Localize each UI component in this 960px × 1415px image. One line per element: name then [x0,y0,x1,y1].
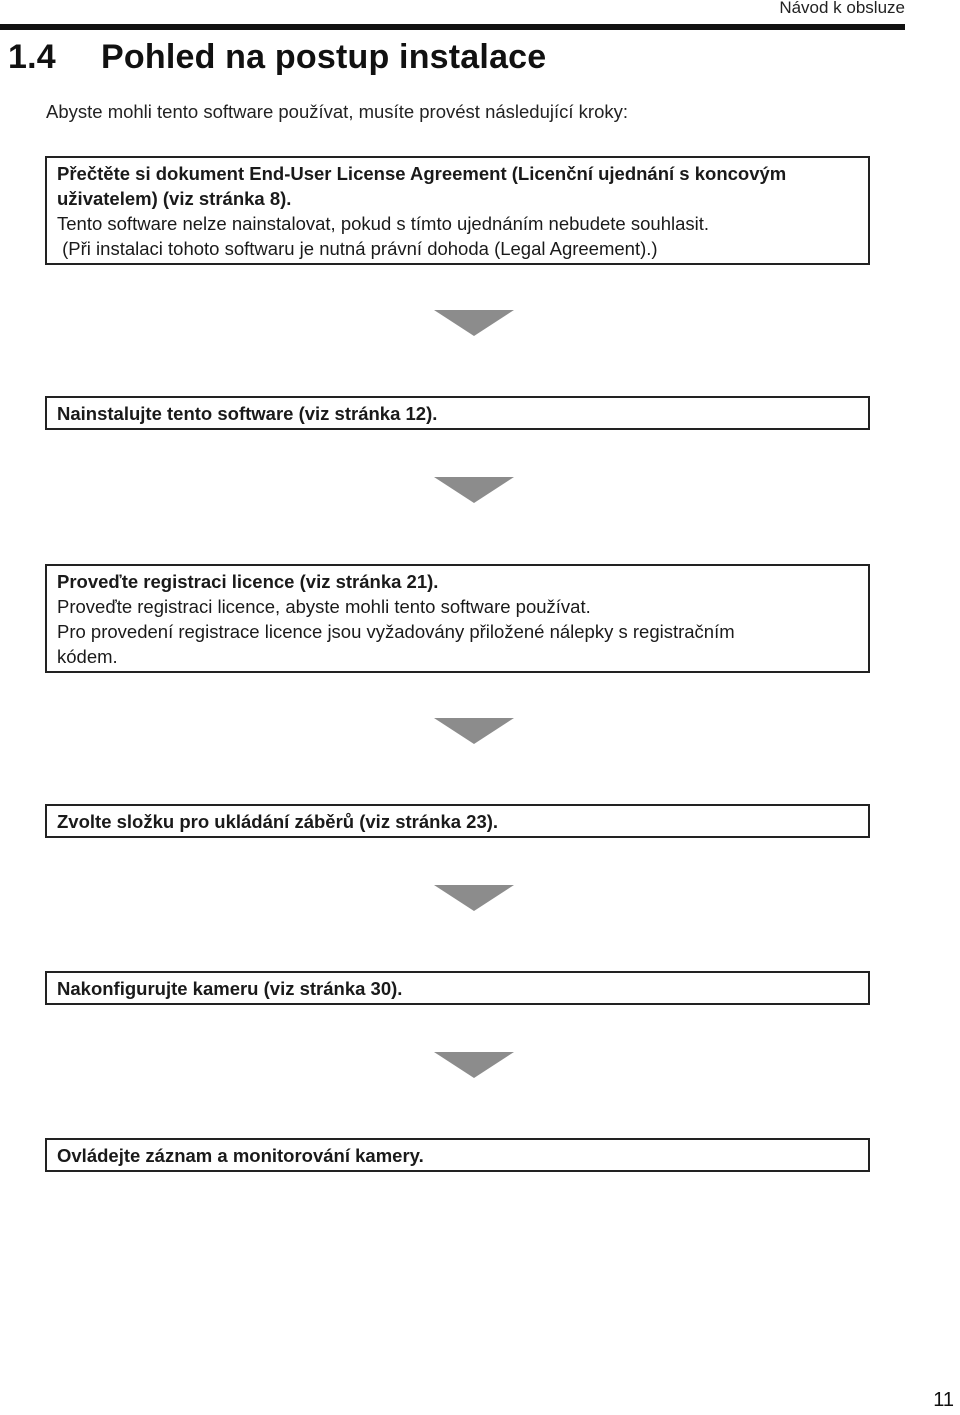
step-box-5 [45,971,870,1005]
section-title [8,38,546,77]
step-1-line: (Při instalaci tohoto softwaru je nutná právní dohoda (Legal Agreement).) [57,238,658,259]
section-number: 1.4 [8,38,56,76]
step-box-4 [45,804,870,838]
page-number: 11 [933,1389,954,1411]
step-box-1 [45,156,870,265]
step-3-line: Pro provedení registrace licence jsou vyžadovány přiložené nálepky s registračním [57,621,735,642]
step-5-line: Nakonfigurujte kameru (viz stránka 30). [57,978,403,999]
step-1-line: uživatelem) (viz stránka 8). [57,188,292,209]
flow-arrow-down-icon [434,310,514,336]
step-box-6 [45,1138,870,1172]
intro-text: Abyste mohli tento software používat, musíte provést následující kroky: [46,101,628,122]
flow-arrow-down-icon [434,885,514,911]
step-2-line: Nainstalujte tento software (viz stránka 12). [57,403,438,424]
step-1-line: Přečtěte si dokument End-User License Agreement (Licenční ujednání s koncovým [57,163,787,184]
flow-arrow-down-icon [434,1052,514,1078]
step-box-2 [45,396,870,430]
document-header-label: Návod k obsluze [779,0,905,17]
flow-arrow-down-icon [434,718,514,744]
step-3-line: kódem. [57,646,118,667]
step-3-line: Proveďte registraci licence (viz stránka 21). [57,571,439,592]
step-4-line: Zvolte složku pro ukládání záběrů (viz stránka 23). [57,811,499,832]
section-title-text: Pohled na postup instalace [101,38,547,76]
step-6-line: Ovládejte záznam a monitorování kamery. [57,1145,424,1166]
step-box-3 [45,564,870,673]
flow-arrow-down-icon [434,477,514,503]
step-1-line: Tento software nelze nainstalovat, pokud s tímto ujednáním nebudete souhlasit. [57,213,710,234]
step-3-line: Proveďte registraci licence, abyste mohli tento software používat. [57,596,591,617]
header-rule [0,24,905,30]
